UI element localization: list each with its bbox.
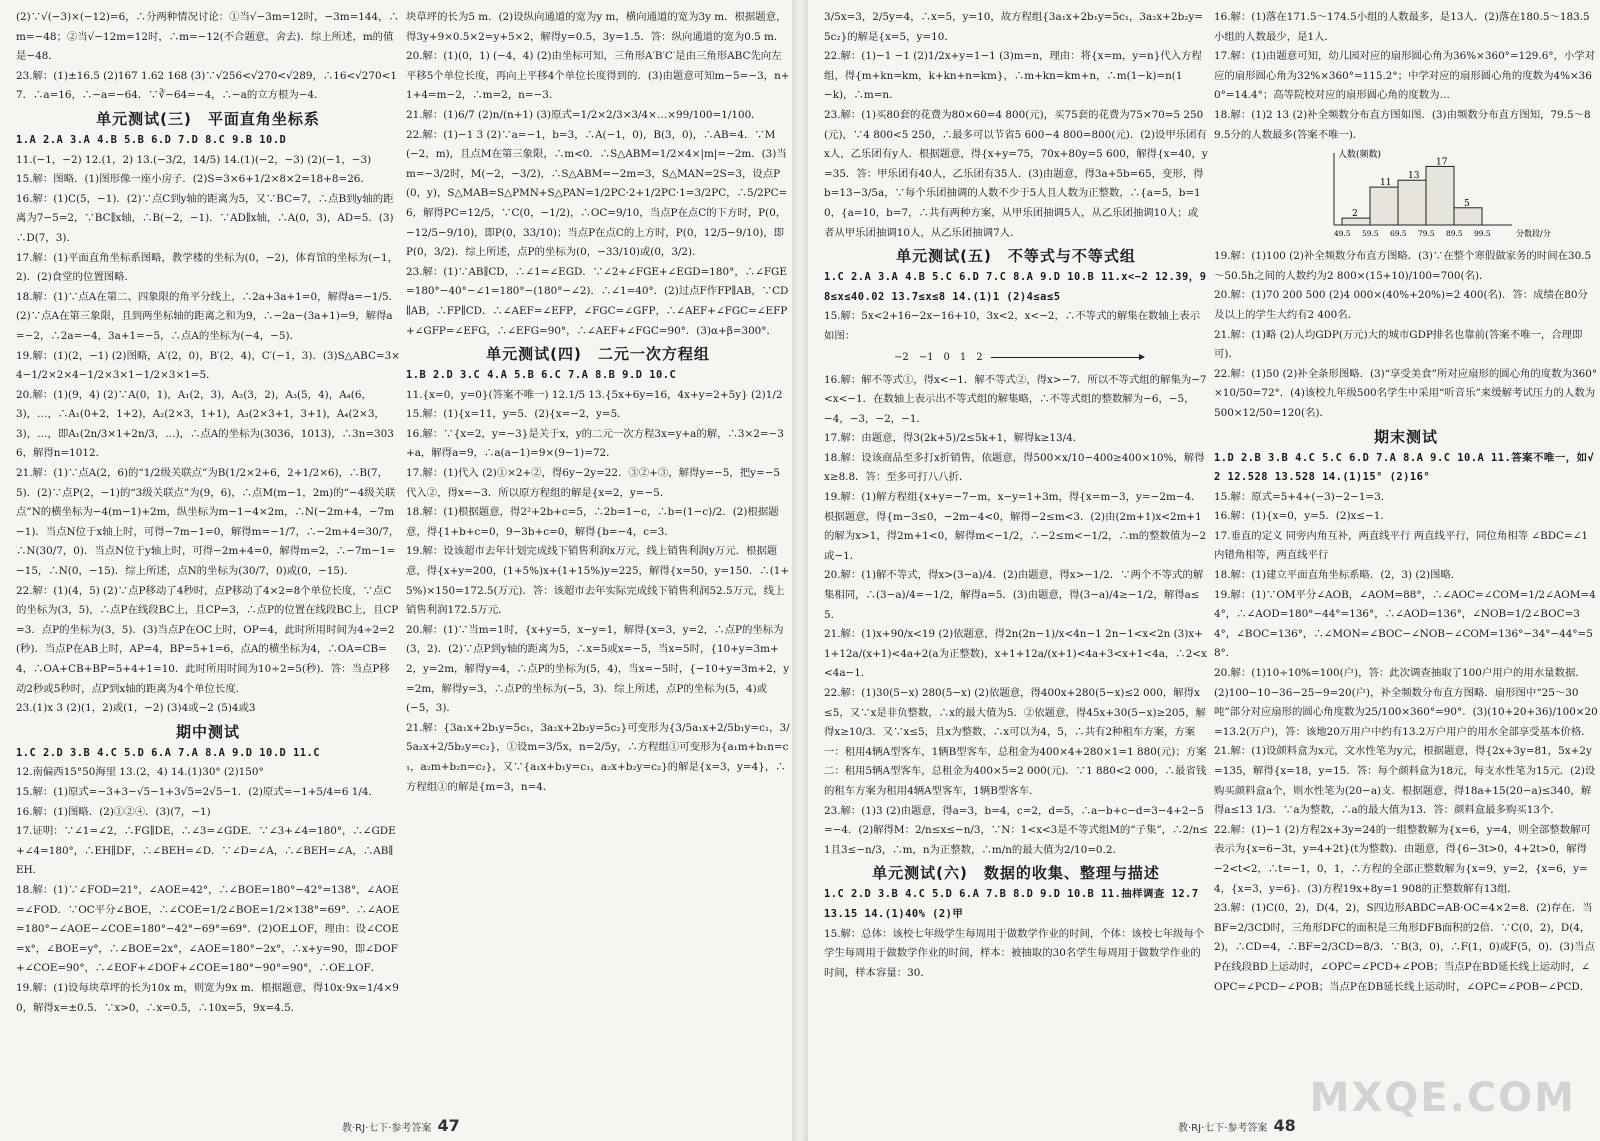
page-number: 47: [437, 1116, 460, 1135]
number-line-labels: −2 −1 0 1 2: [894, 351, 983, 363]
answer-paragraph: 17.解：(1)由题意可知，幼儿园对应的扇形圆心角为36%×360°=129.6°，小学对应的扇形圆心角为32%×360°=115.2°；中学对应的扇形圆心角的度数为4%×360°=14.4°；高等院校对应的扇形圆心角的度数为…: [1214, 50, 1596, 102]
answer-paragraph: 16.解：(1)C(5，−1)．(2)∵点C到y轴的距离为5，又∵BC=7，∴点B到y轴的距离为7−5=2，∵BC∥x轴，∴B(−2，−1)．∵AD∥x轴，∴A(0，3)，AD=5．(3)∴D(7，3)．: [16, 192, 394, 244]
histogram-bar-label: 17: [1436, 157, 1448, 168]
histogram-tick-label: 69.5: [1390, 229, 1407, 239]
answer-paragraph: 15.解：(1)原式=−3+3−√5−1+3√5=2√5−1．(2)原式=−1+5/4=6 1/4．: [16, 785, 379, 798]
number-line-figure: [894, 349, 1208, 367]
answer-paragraph: 19.解：(1)∵OM平分∠AOB，∠AOM=88°，∴∠AOC=∠COM=1/2∠AOM=44°，∴∠AOD=180°−44°=136°，∴∠AOD=136°，∠NOB=1/2∠BOC=34°，∠BOC=136°，∴∠MON=∠BOC−∠NOB−∠COM=136°−34°−44°=58°．: [1214, 588, 1596, 660]
left-page-column-2: [406, 8, 790, 1098]
histogram-bar-label: 2: [1352, 209, 1358, 220]
answer-paragraph: 16.解：解不等式①，得x<−1．解不等式②，得x>−7．所以不等式组的解集为−7<x<−1．在数轴上表示出不等式组的解集略，∴不等式组的整数解为−6，−5，−4，−3，−2，−1．: [824, 373, 1207, 425]
number-line-axis: [991, 357, 1141, 358]
answer-paragraph: 20.解：(1)70 200 500 (2)4 000×(40%+20%)=2 400(名)．答：成绩在80分及以上的学生大约有2 400名．: [1214, 289, 1588, 321]
answer-paragraph: 22.解：(1)−1 −1 (2)1/2x+y=1−1 (3)m=n，理由：将{x=m，y=n}代入方程组，得{m+kn=km，k+kn+n=km}，∴m+kn=km+n，∴m(1−k)=n(1−k)，∴m=n．: [824, 50, 1202, 102]
histogram-svg: [1304, 147, 1564, 243]
section-heading: 期中测试: [175, 722, 240, 741]
answer-paragraph: 19.解：(1)设每块草坪的长为10x m，则宽为9x m．根据题意，得10x·9x=1/4×90，解得x=±0.5．∵x>0，∴x=0.5，∴10x=5，9x=4.5．: [16, 981, 399, 1014]
answer-page-48: [808, 0, 1600, 1141]
answer-paragraph: 21.解：(1)略 (2)人均GDP(万元)大的城市GDP排名也靠前(答案不唯一，合理即可)．: [1214, 328, 1583, 361]
answer-paragraph: 18.解：设该商品至多打x折销售，依题意，得500×x/10−400≥400×10%，解得x≥8.8．答：至多可打八八折．: [824, 451, 1205, 484]
histogram-tick-label: 89.5: [1446, 229, 1463, 239]
histogram-ylabel: 人数(频数): [1338, 150, 1382, 161]
answer-paragraph: 11.{x=0，y=0}(答案不唯一) 12.1/5 13.{5x+6y=16，4x+y=2+5y} (2)1/2: [406, 388, 783, 401]
answer-paragraph: 19.解：(1)100 (2)补全频数分布直方图略．(3)∵在整个寒假做家务的时间在30.5～50.5h之间的人数约为2 800×(15+10)/100=700(名)．: [1214, 250, 1592, 282]
answer-paragraph: 23.解：(1)3 (2)由题意，得a=3，b=4，c=2，d=5，∴a−b+c−d=3−4+2−5=−4．(2)解得M：2/n≤x≤−n/3，∵N：1<x<3是不等式组M的“子集”，∴2/n≤1且3≤−n/3，∴m，n为正整数，∴m/n的最大值为2/10=0.2．: [824, 804, 1208, 856]
answer-paragraph: 15.解：图略．(1)图形像一座小房子．(2)S=3×6+1/2×8×2=18+8=26．: [16, 173, 371, 186]
answer-paragraph: 21.解：(1)x+90/x<19 (2)依题意，得2n(2n−1)/x<4n−1 2n−1<x<2n (3)x+1+12a/(x+1)<4a+2(a为正整数)，x+1+12a/(x+1)<4a+3<x+1<4a，∴2<x<4a−1．: [824, 628, 1207, 680]
book-gutter: [792, 0, 808, 1141]
answer-paragraph: 17.解：(1)代入 (2)①×2+②，得6y−2y=22．③②+③，解得y=−5，把y=−5代入②，得x=−3．所以原方程组的解是{x=2，y=−5．: [406, 467, 781, 499]
right-page-column-1: [824, 8, 1208, 1098]
answer-paragraph: 16.解：(1)图略．(2)①②④．(3)(7，−1): [16, 805, 211, 818]
answer-paragraph: 16.解：(1){x=0，y=5．(2)x≤−1．: [1214, 510, 1391, 523]
histogram-tick-label: 99.5: [1474, 229, 1491, 239]
answer-paragraph: 18.解：(1)∵点A在第二、四象限的角平分线上，∴2a+3a+1=0，解得a=−1/5．(2)∵点A在第三象限，且到两坐标轴的距离之和为9，∴−2a−(3a+1)=9，解得a=−2，∴2a=−4，3a+1=−5，∴点A的坐标为(−4，−5)．: [16, 290, 400, 342]
answer-paragraph: 19.解：(1)(2，−1) (2)图略，A′(2，0)，B′(2，4)，C′(−1，3)．(3)S△ABC=3×4−1/2×2×4−1/2×3×1−1/2×3×1=5．: [16, 349, 400, 382]
answer-paragraph: 16.解：∵{x=2，y=−3}是关于x，y的二元一次方程3x=y+a的解，∴3×2=−3+a，解得a=9，∴a(a−1)=9×(9−1)=72．: [406, 427, 784, 460]
answer-paragraph: 3/5x=3，2/5y=4，∴x=5，y=10，故方程组{3a₁x+2b₁y=5c₁，3a₂x+2b₂y=5c₂}的解是{x=5，y=10．: [824, 11, 1203, 43]
histogram-bar: [1370, 187, 1398, 225]
answer-paragraph: 19.解：(1)解方程组{x+y=−7−m，x−y=1+3m，得{x=m−3，y=−2m−4．根据题意，得{m−3≤0，−2m−4<0，解得−2≤m<3．(2)由(2m+1)x<2m+1的解为x>1，得2m+1<0，解得m<−1/2，∴−2≤m<−1/2，∴m的整数值为−2或−1．: [824, 491, 1207, 562]
answer-paragraph: 23.解：(1)∵AB∥CD，∴∠1=∠EGD．∵∠2+∠FGE+∠EGD=180°，∴∠FGE=180°−40°−∠1=180°−(180°−∠2)．∴∠1=40°．(2)过点F作FP∥AB，∵CD∥AB，∴FP∥CD．∴∠AEF=∠EFP，∠FGC=∠GFP，∴∠AEF+∠FGC=∠EFP+∠GFP=∠EFG，∴∠EFG=90°，∴∠AEF+∠FGC=90°．(3)α+β=300°．: [406, 265, 789, 337]
answer-paragraph: 22.解：(1)30(5−x) 280(5−x) (2)依题意，得400x+280(5−x)≤2 000，解得x≤5，又∵x是非负整数，∴x的最大值为5．②依题意，得45x+30(5−x)≥205，解得x≥10/3．又∵x≤5，且x为整数，∴x可以为4，5，∴共有2种租车方案，方案一：租用4辆A型客车，1辆B型客车，总租金为400×4+280×1=1 880(元)；方案二：租用5辆A型客车，总租金为400×5=2 000(元)．∵1 880<2 000，∴最省钱的租车方案为租用4辆A型客车，1辆B型客车．: [824, 687, 1207, 797]
answer-paragraph: 21.解：(1)∵点A(2，6)的“1/2级关联点”为B(1/2×2+6，2+1/2×6)，∴B(7，5)．(2)∵点P(2，−1)的“3级关联点”为(9，6)，∴点M(m−1，2m)的“−4级关联点”N的横坐标为−4(m−1)+2m，纵坐标为m−1−4×2m，∴N(−2m+4，−7m−1)．当点N位于x轴上时，可得−7m−1=0，解得m=−1/7，∴−2m+4=30/7，∴N(30/7，0)．当点N位于y轴上时，可得−2m+4=0，解得m=2，∴−7m−1=−15，∴N(0，−15)．综上所述，点N的坐标为(30/7，0)或(0，−15)．: [16, 467, 400, 578]
answer-paragraph: 20.解：(1)(0，1) (−4，4) (2)由坐标可知，三角形A′B′C′是由三角形ABC先向左平移5个单位长度，再向上平移4个单位长度得到的．(3)由题意可知m−5=−3，n+1+4=m−2，∴m=2，n=−3．: [406, 50, 790, 102]
footer-label: 教·RJ·七下·参考答案: [342, 1123, 432, 1134]
answer-paragraph: 20.解：(1)10÷10%=100(户)，答：此次调查抽取了100户用户的用水量数据．(2)100−10−36−25−9=20(户)，补全频数分布直方图略．扇形图中“25～30吨”部分对应扇形的圆心角度数为25/100×360°=90°．(3)(10+20+36)/100×20=13.2(万户)，答：该地20万用户中约有13.2万户用户的用水全部享受基本价格．: [1214, 667, 1598, 738]
answer-page-47: [0, 0, 792, 1141]
answer-paragraph: 20.解：(1)(9，4) (2)∵A(0，1)，A₁(2，3)，A₂(3，2)，A₃(5，4)，A₄(6，3)，…，∴A₁(0+2，1+2)，A₂(2×3，1+1)，A₃(2×3+1，3+1)，A₄(2×3，3)，…，即A₁(2n/3×1+2n/3，…)，∴点A的坐标为(3036，1013)，∴3n=3036，解得n=1012．: [16, 388, 394, 460]
frequency-histogram: [1304, 147, 1564, 243]
section-heading: 单元测试(六) 数据的收集、整理与描述: [872, 864, 1160, 883]
answer-paragraph: 17.证明：∵∠1=∠2，∴FG∥DE，∴∠3=∠GDE．∵∠3+∠4=180°，∴∠GDE+∠4=180°，∴EH∥DF，∴∠BEH=∠D．∵∠D=∠A，∴∠BEH=∠A，∴AB∥EH．: [16, 825, 396, 877]
histogram-tick-label: 59.5: [1362, 229, 1379, 239]
histogram-bar: [1342, 218, 1370, 225]
answer-paragraph: 11.(−1，−2) 12.(1，2) 13.(−3/2，14/5) 14.(1)(−2，−3) (2)(−1，−3): [16, 153, 372, 166]
histogram-bar-label: 5: [1464, 198, 1470, 209]
answer-paragraph: (2)∵√(−3)×(−12)=6，∴分两种情况讨论：①当√−3m=12时，−3m=144，∴m=−48；②当√−12m=12时，∴m=−12(不合题意，舍去)．综上所述，m的值是−48．: [16, 11, 399, 63]
site-watermark: MXQE.COM: [1309, 1075, 1576, 1121]
answer-paragraph: 22.解：(1)−1 3 (2)∵a=−1，b=3，∴A(−1，0)，B(3，0)，∴AB=4．∵M(−2，m)，且点M在第三象限，∴m<0．∴S△ABM=1/2×4×|m|=−2m．(3)当m=−3/2时，M(−2，−3/2)，∴S△ABM=−2m=3，S△MAN=2S=3，设点P(0，y)，S△MAB=S△PMN+S△PAN=1/2PC·2+1/2PC·1=3/2PC，∴5/2PC=6，解得PC=12/5，∵C(0，−1/2)，∴OC=9/10，当点P在点C的下方时，P(0，−12/5−9/10)，即P(0，33/10)；当点P在点C的上方时，P(0，12/5−9/10)，即P(0，3/2)．综上所述，点P的坐标为(0，−33/10)或(0，3/2)．: [406, 128, 788, 259]
histogram-bar-label: 13: [1408, 171, 1420, 182]
histogram-bar-label: 11: [1380, 178, 1392, 189]
answer-paragraph: 22.解：(1)50 (2)补全条形图略．(3)“享受美食”所对应扇形的圆心角的度数为360°×10/50=72°．(4)该校九年级500名学生中采用“听音乐”来缓解考试压力的人数为500×12/50=120(名)．: [1214, 367, 1598, 419]
histogram-bar: [1398, 180, 1426, 225]
answer-paragraph: 23.解：(1)±16.5 (2)167 1.62 168 (3)∵√256<√270<√289，∴16<√270<17．∴a=16，∴−a=−64．∵∛−64=−4，∴−a的立方根为−4．: [16, 69, 397, 102]
page-number: 48: [1273, 1116, 1296, 1135]
section-heading: 单元测试(三) 平面直角坐标系: [96, 109, 320, 128]
answer-paragraph: 20.解：(1)∵当m=1时，{x+y=5，x−y=1，解得{x=3，y=2，∴点P的坐标为(3，2)．(2)∵点P到y轴的距离为5，∴x=5或x=−5，当x=5时，{10+y=3m+2，y=2m，解得y=4，∴点P的坐标为(5，4)，当x=−5时，{−10+y=3m+2，y=2m，解得y=3，∴点P的坐标为(−5，3)．综上所述，点P的坐标为(5，4)或(−5，3)．: [406, 623, 790, 715]
answer-paragraph: 20.解：(1)解不等式，得x>(3−a)/4．(2)由题意，得x>−1/2．∵两个不等式的解集相同，∴(3−a)/4=−1/2，解得a=5．(3)由题意，得(3−a)/4≥−1/2，解得a≤5．: [824, 569, 1204, 621]
answer-paragraph: 19.解：设该超市去年计划完成线下销售利润x万元，线上销售利润y万元．根据题意，得{x+y=200，(1+5%)x+(1+15%)y=225，解得{x=50，y=150．∴(1+5%)×150=172.5(万元)．答：该超市去年实际完成线下销售利润52.5万元，线上销售利润172.5万元．: [406, 545, 790, 617]
answer-paragraph: 15.解：总体：该校七年级学生每周用于做数学作业的时间，个体：该校七年级每个学生每周用于做数学作业的时间，样本：被抽取的30名学生每周用于做数学作业的时间，样本容量：30．: [824, 927, 1205, 979]
answer-paragraph: 21.解：(1)6/7 (2)n/(n+1) (3)原式=1/2×2/3×3/4×…×99/100=1/100．: [406, 108, 762, 121]
section-heading: 期末测试: [1373, 427, 1438, 446]
answer-paragraph: 16.解：(1)落在171.5～174.5小组的人数最多，是13人．(2)落在180.5～183.5小组的人数最少，是1人．: [1214, 11, 1590, 43]
answer-paragraph: 17.解：(1)平面直角坐标系图略，教学楼的坐标为(0，−2)，体育馆的坐标为(−1，2)．(2)食堂的位置图略．: [16, 251, 398, 284]
answer-paragraph: 22.解：(1)(4，5) (2)∵点P移动了4秒时，点P移动了4×2=8个单位长度，∵点C的坐标为(3，5)，∴点P在线段BC上，且CP=3，∴点P的位置在线段BC上，且CP=3．点P的坐标为(3，5)．(3)当点P在OC上时，OP=4，此时所用时间为4÷2=2(秒)．当点P在AB上时，AP=4，BP=5+1=6，点A的横坐标为4，∴OA=CB=4，∴OA+CB+BP=5+4+1=10．此时所用时间为10÷2=5(秒)．答：当点P移动2秒或5秒时，点P到x轴的距离为4个单位长度．: [16, 584, 399, 695]
footer-label: 教·RJ·七下·参考答案: [1178, 1123, 1268, 1134]
choice-answers: 1.D 2.B 3.B 4.C 5.C 6.D 7.A 8.A 9.C 10.A 11.答案不唯一，如√2 12.528 13.528 14.(1)15° (2)16°: [1214, 451, 1595, 484]
answer-paragraph: 15.解：原式=5+4+(−3)−2−1=3．: [1214, 490, 1392, 503]
answer-paragraph: 22.解：(1)−1 (2)方程2x+3y=24的一组整数解为{x=6，y=4，则全部整数解可表示为{x=6−3t，y=4+2t}(t为整数)．由题意，得{6−3t>0，4+2t>0，解得−2<t<2，∴t=−1，0，1，∴方程的全部正整数解为{x=9，y=2，{x=6，y=4，{x=3，y=6}．(3)方程19x+8y=1 908的正整数解有13组．: [1214, 823, 1591, 895]
answer-paragraph: 18.解：(1)∵∠FOD=21°，∠AOE=42°，∴∠BOE=180°−42°=138°，∠AOE=∠FOD．∵OC平分∠BOE，∴∠COE=1/2∠BOE=1/2×138°=69°．∴∠AOE=180°−∠AOE−∠COE=180°−42°−69°=69°．(2)OE⊥OF，理由：设∠COE=x°，∠BOE=y°，∴∠BOE=2x°，∠AOE=180°−2x°，∴x+y=90，即∠DOF+∠COE=90°，∴∠EOF+∠DOF+∠COE=180°−90°=90°，∴OE⊥OF．: [16, 883, 400, 975]
section-heading: 单元测试(四) 二元一次方程组: [486, 345, 710, 364]
histogram-xlabel: 分数段/分: [1516, 229, 1551, 239]
answer-paragraph: 23.解：(1)买80套的花费为80×60=4 800(元)，买75套的花费为75×70=5 250(元)，∵4 800<5 250，∴最多可以节省5 600−4 800=800(元)．(2)设甲乐团有x人，乙乐团有y人．根据题意，得{x+y=75，70x+80y=5 600，解得{x=40，y=35．答：甲乐团有40人，乙乐团有35人．(3)由题意，得3a+5b=65，变形，得b=13−3/5a，∵每个乐团抽调的人数不少于5人且人数为正整数，∴{a=5，b=10，{a=10，b=7，∴共有两种方案，从甲乐团抽调5人，从乙乐团抽调10人；或者从甲乐团抽调10人，从乙乐团抽调7人．: [824, 108, 1208, 239]
answer-paragraph: 23.解：(1)C(0，2)，D(4，2)，S四边形ABDC=AB·OC=4×2=8．(2)存在．当BF=2/3CD时，三角形DFC的面积是三角形DFB面积的2倍．∵C(0，2)，D(4，2)，∴CD=4，∴BF=2/3CD=8/3．∵B(3，0)，∴F(1，0)或F(5，0)．(3)当点P在线段BD上运动时，∠OPC=∠PCD+∠POB；当点P在BD延长线上运动时，∠OPC=∠PCD−∠POB；当点P在DB延长线上运动时，∠OPC=∠POB−∠PCD．: [1214, 902, 1595, 993]
histogram-bar: [1454, 208, 1482, 225]
answer-paragraph: 12.南偏西15°50海里 13.(2，4) 14.(1)30° (2)150°: [16, 766, 264, 779]
answer-paragraph: 15.解：5x<2+16−2x−16+10，3x<2，x<−2，∴不等式的解集在数轴上表示如图：: [824, 310, 1200, 342]
choice-answers: 1.B 2.D 3.C 4.A 5.B 6.C 7.A 8.B 9.D 10.C: [406, 369, 677, 382]
answer-paragraph: 21.解：{3a₁x+2b₁y=5c₁，3a₂x+2b₂y=5c₂}可变形为{3/5a₁x+2/5b₁y=c₁，3/5a₂x+2/5b₂y=c₂}，①设m=3/5x，n=2/5y，∴方程组①可变形为{a₁m+b₁n=c₁，a₂m+b₂n=c₂}，又∵{a₁x+b₁y=c₁，a₂x+b₂y=c₂}的解是{x=3，y=4}，∴方程组①的解是{m=3，n=4．: [406, 721, 790, 793]
histogram-bar: [1426, 167, 1454, 226]
answer-paragraph: 23.(1)x 3 (2)(1，2)或(1，−2) (3)4或−2 (5)4或3: [16, 702, 256, 715]
choice-answers: 1.A 2.A 3.A 4.B 5.B 6.D 7.D 8.C 9.B 10.D: [16, 133, 287, 146]
answer-paragraph: 18.解：(1)建立平面直角坐标系略．(2，3) (2)图略．: [1214, 569, 1462, 582]
answer-paragraph: 17.解：由题意，得3(2k+5)/2≤5k+1，解得k≥13/4．: [824, 432, 1084, 445]
left-page-column-1: [16, 8, 400, 1098]
answer-paragraph: 块草坪的长为5 m．(2)设纵向通道的宽为y m，横向通道的宽为3y m．根据题意，得3y+9×0.5×2=y+5×2，解得y=0.5，3y=1.5．答：纵向通道的宽为0.5 m．: [406, 11, 787, 43]
right-page-column-2: [1214, 8, 1598, 1098]
answer-paragraph: 15.解：(1){x=11，y=5．(2){x=−2，y=5．: [406, 408, 628, 421]
answer-paragraph: 17.垂直的定义 同旁内角互补，两直线平行 两直线平行，同位角相等 ∠BDC=∠1 内错角相等，两直线平行: [1214, 529, 1589, 562]
page-footer-48: [1178, 1116, 1296, 1135]
choice-answers: 1.C 2.A 3.A 4.B 5.C 6.D 7.C 8.A 9.D 10.B 11.x<−2 12.39，98≤x≤40.02 13.7≤x≤8 14.(1)1 (2)4≤a≤5: [824, 271, 1207, 303]
choice-answers: 1.C 2.D 3.B 4.C 5.D 6.A 7.A 8.A 9.D 10.D 11.C: [16, 746, 321, 759]
histogram-tick-label: 79.5: [1418, 229, 1435, 239]
answer-paragraph: 21.解：(1)设颜料盒为x元，文水性笔为y元，根据题意，得{2x+3y=81，5x+2y=135，解得{x=18，y=15．答：每个颜料盒为18元，每支水性笔为15元．(2)设购买颜料盒a个，则水性笔为(20−a)支．根据题意，得18a+15(20−a)≤340，解得a≤13 1/3．∵a为整数，∴a的最大值为13．答：颜料盒最多购买13个．: [1214, 745, 1596, 817]
histogram-tick-label: 49.5: [1334, 229, 1351, 239]
answer-paragraph: 18.解：(1)2 13 (2)补全频数分布直方图如图．(3)由频数分布直方图知，79.5～89.5分的人数最多(答案不唯一)．: [1214, 108, 1591, 141]
page-footer-47: [342, 1116, 460, 1135]
choice-answers: 1.C 2.D 3.B 4.C 5.D 6.A 7.B 8.D 9.D 10.B 11.抽样调查 12.7 13.15 14.(1)40% (2)甲: [824, 888, 1199, 920]
section-heading: 单元测试(五) 不等式与不等式组: [896, 247, 1136, 266]
answer-paragraph: 18.解：(1)根据题意，得2²+2b+c=5，∴2b=1−c，∴b=(1−c)/2．(2)根据题意，得{1+b+c=0，9−3b+c=0，解得{b=−4，c=3．: [406, 506, 779, 538]
